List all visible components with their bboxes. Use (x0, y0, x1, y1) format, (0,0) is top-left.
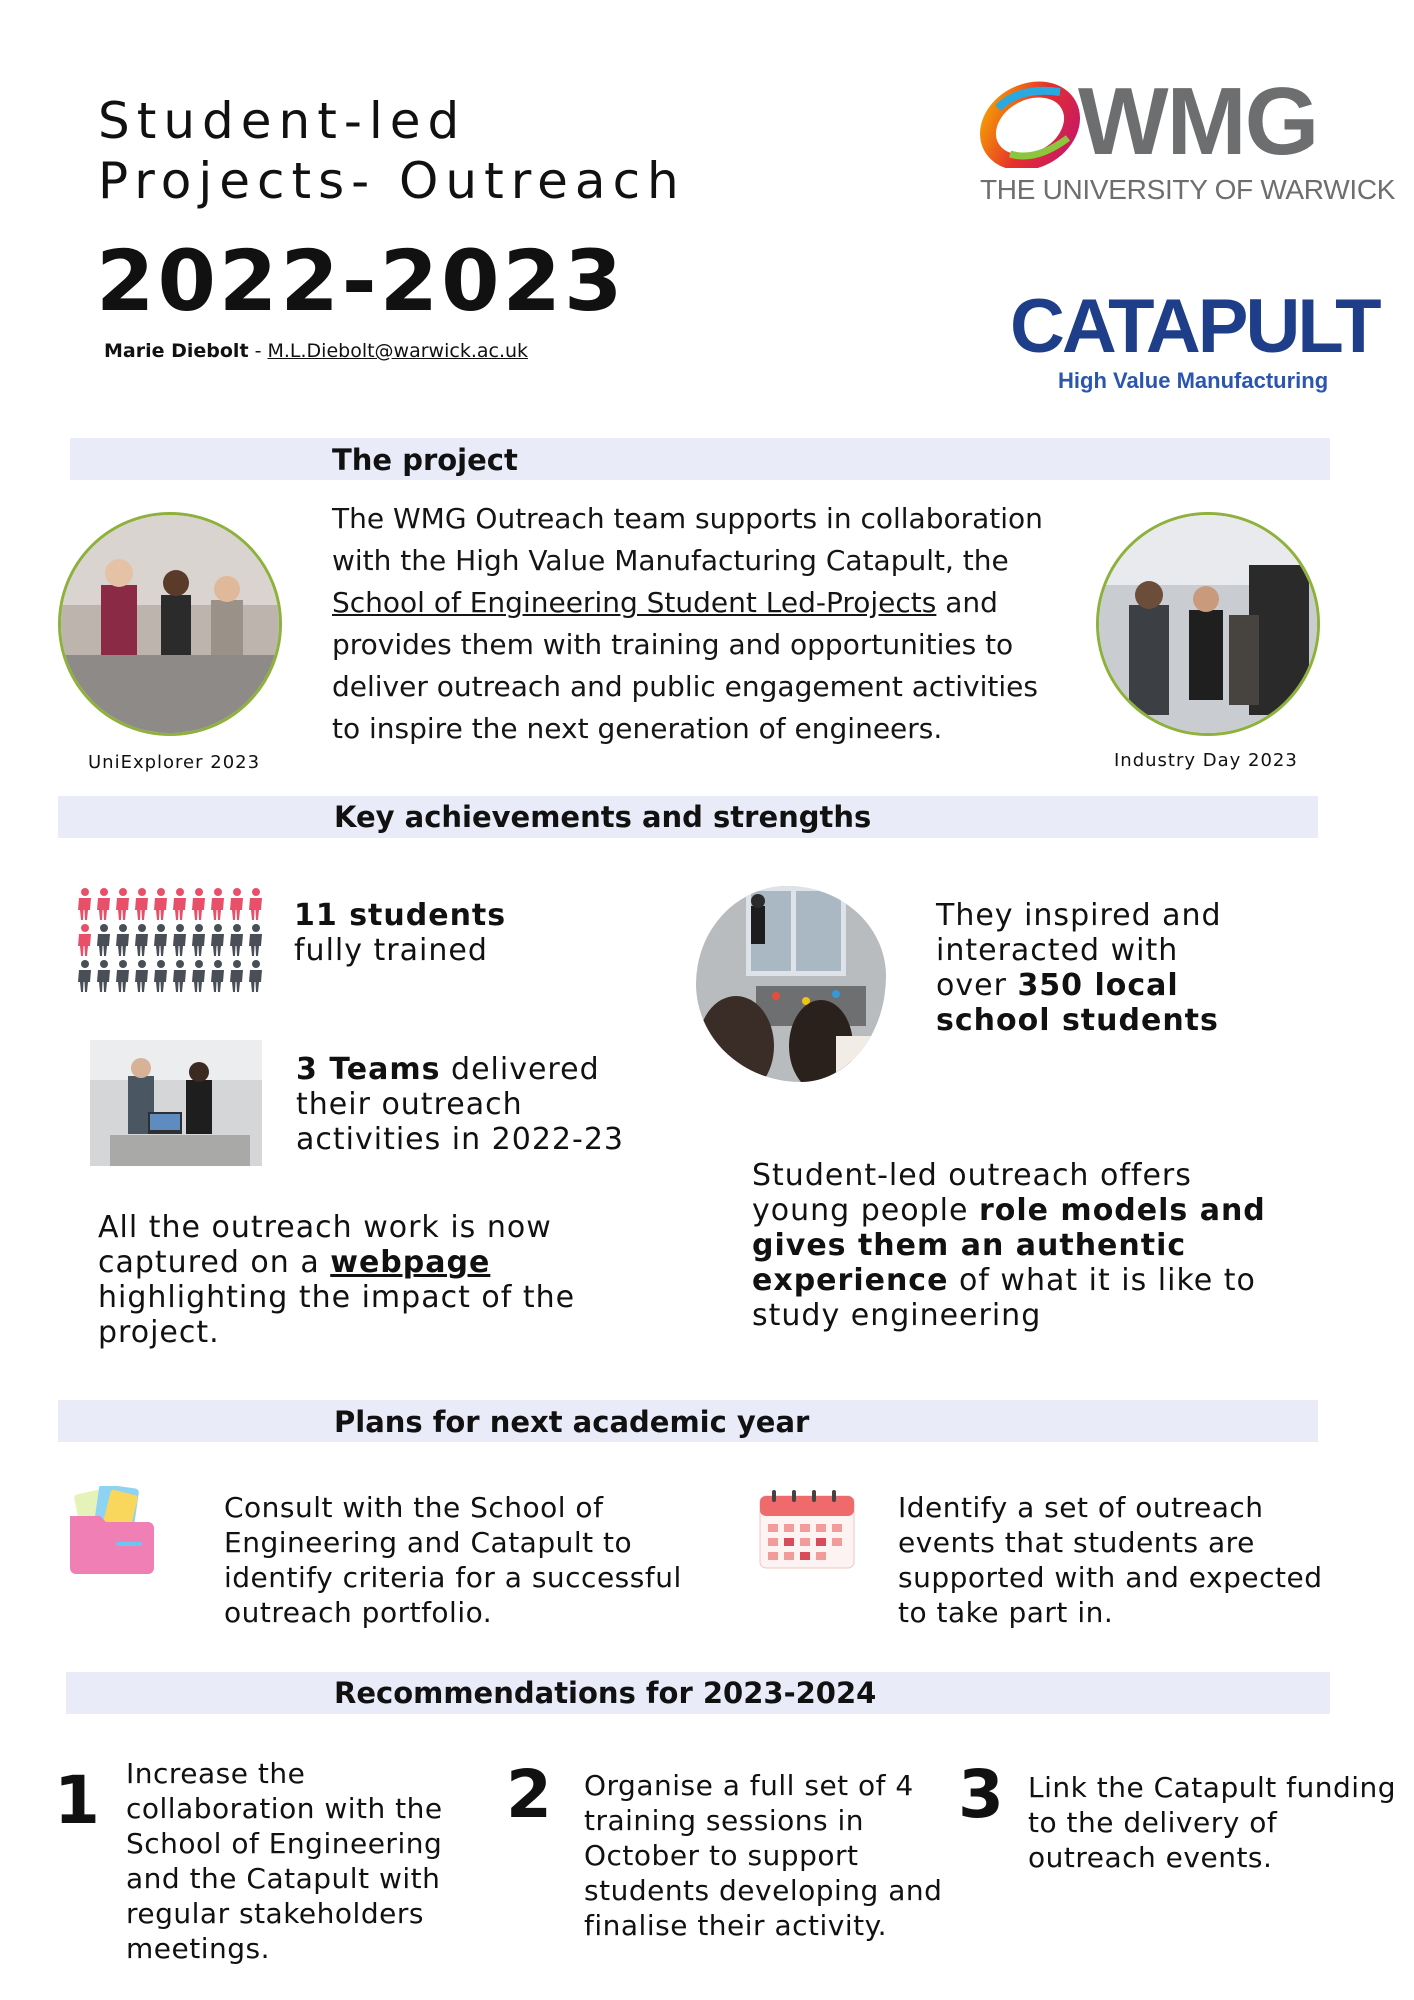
role-text-2: of what it is like to study engineering (752, 1263, 1256, 1333)
role-models-paragraph (752, 1158, 1272, 1333)
wmg-swirl-icon (980, 78, 1080, 168)
person-trained-icon (78, 888, 91, 920)
recommendation-3-number: 3 (958, 1756, 1004, 1833)
project-heading: The project (332, 443, 518, 477)
webpage-link[interactable]: webpage (330, 1245, 491, 1280)
webpage-text-2: highlighting the impact of the project. (98, 1280, 576, 1350)
person-trained-icon (154, 888, 167, 920)
school-students-photo (696, 886, 886, 1082)
uniexplorer-photo (58, 512, 282, 736)
achievements-heading: Key achievements and strengths (334, 800, 872, 834)
uniexplorer-caption: UniExplorer 2023 (88, 752, 261, 773)
person-icon (249, 924, 262, 956)
author-separator: - (248, 340, 268, 362)
folder-icon (66, 1486, 156, 1576)
person-icon (249, 960, 262, 992)
person-icon (116, 924, 129, 956)
plan-2-text: Identify a set of outreach events that students are supported with and expected to take part in. (898, 1491, 1323, 1629)
inspired-stat (936, 898, 1236, 1038)
wmg-university-label: THE UNIVERSITY OF WARWICK (980, 174, 1396, 205)
wmg-logo (980, 68, 1400, 208)
project-description (332, 498, 1072, 750)
teams-rest: delivered their outreach activities in 2022-23 (296, 1052, 625, 1157)
person-icon (97, 960, 110, 992)
person-trained-icon (192, 888, 205, 920)
team-photo (90, 1040, 262, 1166)
person-trained-icon (173, 888, 186, 920)
person-trained-icon (211, 888, 224, 920)
person-icon (192, 960, 205, 992)
recommendation-1-text: Increase the collaboration with the School of Engineering and the Catapult with regular stakeholders meetings. (126, 1757, 443, 1965)
recommendations-heading: Recommendations for 2023-2024 (334, 1676, 877, 1710)
person-icon (230, 924, 243, 956)
students-count: 11 students (294, 898, 507, 933)
inspired-text: They inspired and interacted with over (936, 898, 1222, 1003)
person-trained-icon (116, 888, 129, 920)
project-text-after: and provides them with training and opportunities to deliver outreach and public engagement activities to inspire the next generation of engineers. (332, 586, 1038, 745)
plans-heading: Plans for next academic year (334, 1405, 810, 1439)
recommendation-1-number: 1 (54, 1762, 100, 1839)
teams-stat (296, 1052, 626, 1157)
recommendation-3-text: Link the Catapult funding to the delivery of outreach events. (1028, 1771, 1397, 1874)
person-icon (116, 960, 129, 992)
title-line-1: Student-led (98, 92, 467, 150)
person-icon (173, 924, 186, 956)
people-pictogram (76, 886, 266, 996)
person-icon (230, 960, 243, 992)
catapult-wordmark: CATAPULT (1010, 284, 1379, 369)
industry-day-caption: Industry Day 2023 (1114, 750, 1298, 771)
industry-day-photo (1096, 512, 1320, 736)
calendar-icon (758, 1490, 856, 1570)
person-icon (154, 960, 167, 992)
teams-count: 3 Teams (296, 1052, 441, 1087)
person-icon (97, 924, 110, 956)
students-trained-stat (294, 898, 594, 968)
person-icon (135, 960, 148, 992)
person-trained-icon (97, 888, 110, 920)
person-icon (78, 960, 91, 992)
role-text-1: Student-led outreach offers young people (752, 1158, 1192, 1228)
plan-1-text: Consult with the School of Engineering and Catapult to identify criteria for a successful outreach portfolio. (224, 1491, 682, 1629)
webpage-paragraph (98, 1210, 618, 1350)
person-trained-icon (135, 888, 148, 920)
person-icon (173, 960, 186, 992)
project-text-before: The WMG Outreach team supports in collaboration with the High Value Manufacturing Catapult, the (332, 502, 1043, 577)
author-email-link[interactable]: M.L.Diebolt@warwick.ac.uk (267, 340, 529, 362)
webpage-text-1: All the outreach work is now captured on a (98, 1210, 552, 1280)
inspired-count: 350 local school students (936, 968, 1219, 1038)
recommendation-2-number: 2 (506, 1756, 552, 1833)
wmg-wordmark: WMG (1078, 68, 1318, 175)
person-icon (192, 924, 205, 956)
author-name: Marie Diebolt (104, 340, 249, 362)
catapult-logo (1010, 282, 1379, 402)
author-line (104, 340, 528, 362)
title-line-2: Projects- Outreach (98, 152, 686, 210)
student-led-projects-link[interactable]: School of Engineering Student Led-Projects (332, 586, 937, 619)
person-trained-icon (249, 888, 262, 920)
years-heading: 2022-2023 (96, 232, 626, 330)
person-icon (211, 924, 224, 956)
person-icon (211, 960, 224, 992)
role-text-bold: role models and gives them an authentic experience (752, 1193, 1266, 1298)
project-heading-band (70, 438, 1330, 480)
students-rest: fully trained (294, 933, 488, 968)
person-icon (154, 924, 167, 956)
person-trained-icon (230, 888, 243, 920)
person-trained-icon (78, 924, 91, 956)
recommendation-2-text: Organise a full set of 4 training sessions in October to support students developing and finalise their activity. (584, 1769, 943, 1942)
person-icon (135, 924, 148, 956)
catapult-tagline: High Value Manufacturing (1058, 368, 1329, 393)
